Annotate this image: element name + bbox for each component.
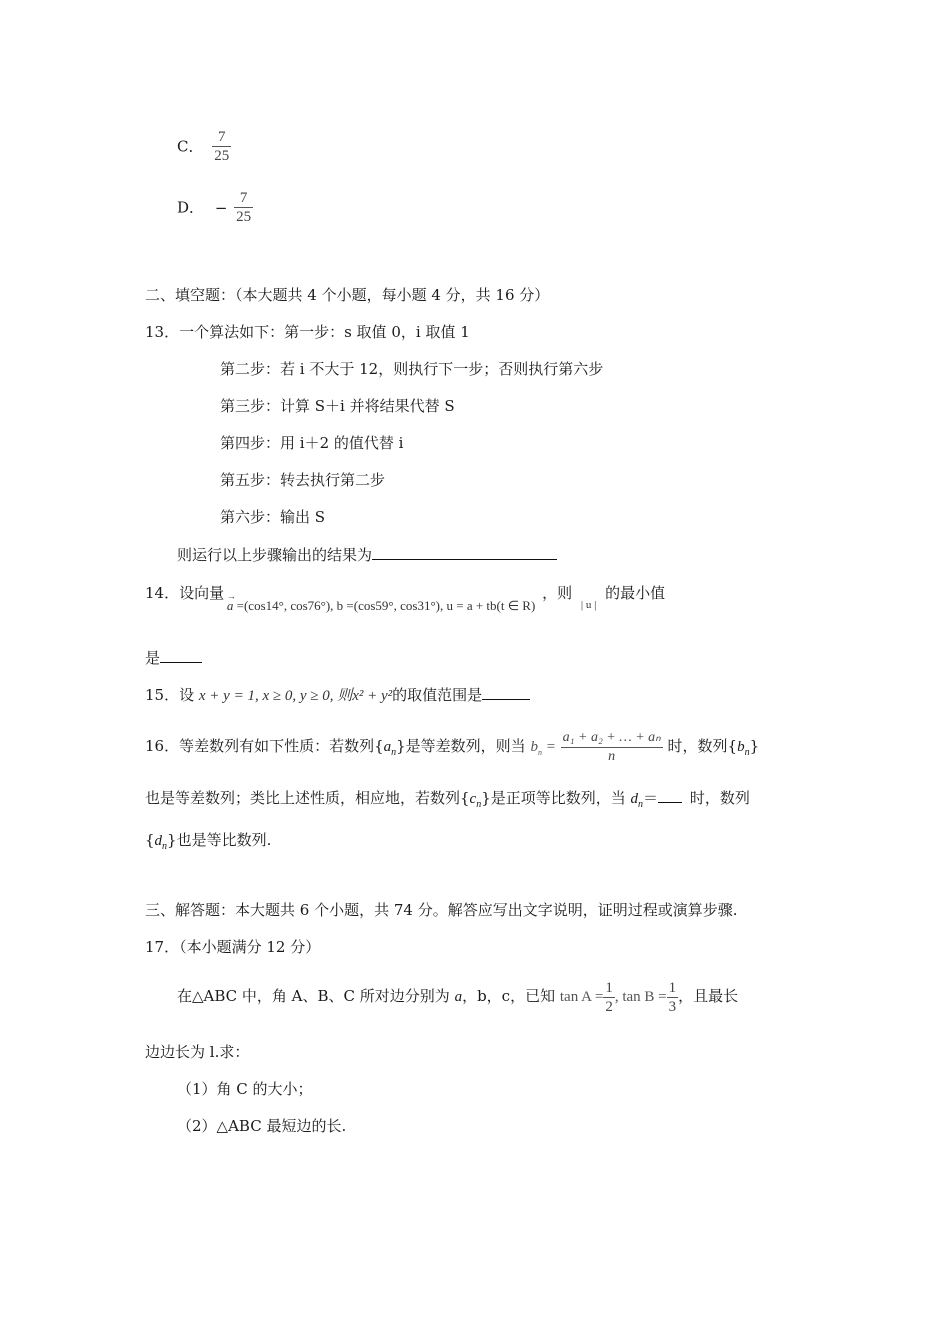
q17-frac-a-num: 1 xyxy=(605,979,613,996)
q16-second-line xyxy=(145,788,750,815)
q16-line2a: 也是等差数列；类比上述性质，相应地，若数列{ xyxy=(145,789,470,807)
choice-c-fraction xyxy=(212,128,231,165)
q17-sub1: （1）角 C 的大小； xyxy=(177,1080,313,1098)
q17-text1b: ，b，c，已知 xyxy=(462,987,556,1005)
q15-number: 15． xyxy=(145,686,180,704)
q16-mean-fraction xyxy=(561,729,663,766)
choice-d-label: D． xyxy=(177,198,205,217)
q14-abs-u: | u | xyxy=(580,599,597,611)
q16-cn: $c_n$ xyxy=(469,791,482,810)
q16-answer-blank[interactable] xyxy=(658,788,682,803)
section2-heading: 二、填空题：（本大题共 4 个小题，每小题 4 分，共 16 分） xyxy=(145,286,550,304)
q17-frac-a xyxy=(603,979,615,1016)
q16-line3: }也是等比数列. xyxy=(167,831,272,849)
q16-an: $a_n$ xyxy=(383,739,397,758)
q13-step-5: 第五步：转去执行第二步 xyxy=(220,471,386,489)
q15-formula: x + y = 1, x ≥ 0, y ≥ 0, 则x² + y² xyxy=(198,688,393,704)
q17-frac-b-den: 3 xyxy=(668,998,677,1015)
q17-frac-b-num: 1 xyxy=(668,979,677,996)
q15-line xyxy=(145,685,530,706)
q17-a: a xyxy=(454,989,463,1005)
choice-d-denominator: 25 xyxy=(236,209,252,225)
q15-tail: 的取值范围是 xyxy=(392,686,483,704)
q17-text1c: ，且最长 xyxy=(678,987,739,1005)
q14-formula-text: =(cos14°, cos76°), b =(cos59°, cos31°), u = a + tb(t ∈ R) xyxy=(236,598,536,613)
q16-line2b: }是正项等比数列，当 xyxy=(481,789,626,807)
q14-answer-blank[interactable] xyxy=(160,648,202,663)
q16-p1b: }是等差数列，则当 xyxy=(396,737,526,755)
choice-d-fraction xyxy=(234,189,253,226)
q17-score: （本小题满分 12 分） xyxy=(179,938,321,956)
q14-line2: 是 xyxy=(145,649,161,667)
q13-ask-line xyxy=(177,545,557,565)
q14-lead: 设向量 xyxy=(179,584,225,602)
q16-frac-denominator: n xyxy=(561,747,663,766)
q13-number: 13． xyxy=(145,323,180,341)
q17-number: 17． xyxy=(145,938,180,956)
q16-dn-seq: $d_n$ xyxy=(154,833,168,852)
q13-step-3: 第三步：计算 S＋i 并将结果代替 S xyxy=(220,397,455,415)
q17-frac-a-den: 2 xyxy=(605,998,613,1015)
q16-p1: 等差数列有如下性质：若数列{ xyxy=(179,737,384,755)
choice-d xyxy=(177,189,253,233)
q13-step-4: 第四步：用 i＋2 的值代替 i xyxy=(220,434,404,452)
q13-ask: 则运行以上步骤输出的结果为 xyxy=(177,546,373,564)
choice-c-label: C． xyxy=(177,137,204,156)
q16-bn: $b_n$ = xyxy=(530,739,556,757)
choice-d-sign: − xyxy=(214,198,228,217)
q14-number: 14． xyxy=(145,584,180,602)
choice-c-numerator: 7 xyxy=(218,129,226,145)
choice-c xyxy=(177,128,231,172)
q14-mid: ，则 xyxy=(542,584,573,602)
q17-sub2: （2）△ABC 最短边的长. xyxy=(177,1117,347,1135)
q16-dn: $d_n$ xyxy=(630,791,644,810)
q15-lead: 设 xyxy=(179,686,195,704)
q13-intro: 一个算法如下：第一步：s 取值 0，i 取值 1 xyxy=(179,323,470,341)
choice-c-denominator: 25 xyxy=(214,148,230,164)
q16-number: 16． xyxy=(145,737,180,755)
q16-bn-seq: $b_n$ xyxy=(737,739,750,758)
q14-vector-formula: → a =(cos14°, cos76°), b =(cos59°, cos31°), u = a + tb(t ∈ R) xyxy=(227,598,535,613)
q13-first-line xyxy=(145,322,470,342)
q13-step-2: 第二步：若 i 不大于 12，则执行下一步；否则执行第六步 xyxy=(220,360,604,378)
q16-p1c: 时，数列{ xyxy=(667,737,738,755)
q15-answer-blank[interactable] xyxy=(482,685,530,700)
q14-second-line xyxy=(145,648,202,668)
q13-step-6: 第六步：输出 S xyxy=(220,508,326,526)
q16-brace: { xyxy=(145,831,155,849)
q17-tan-b: , tan B = xyxy=(614,989,667,1005)
q14-tail: 的最小值 xyxy=(605,584,666,602)
q16-first-line xyxy=(145,724,759,768)
choice-d-numerator: 7 xyxy=(239,190,248,206)
q16-line2d: 时，数列 xyxy=(689,789,750,807)
q16-third-line xyxy=(145,830,271,857)
q13-answer-blank[interactable] xyxy=(372,545,557,560)
q17-tan-a: tan A = xyxy=(559,989,604,1005)
q16-line2c: ＝ xyxy=(643,789,659,807)
q17-first-line xyxy=(177,974,738,1018)
q17-header xyxy=(145,937,320,957)
q17-text1: 在△ABC 中，角 A、B、C 所对边分别为 xyxy=(177,987,450,1005)
section3-heading: 三、解答题：本大题共 6 个小题，共 74 分。解答应写出文字说明，证明过程或演算步骤. xyxy=(145,901,738,919)
q17-frac-b xyxy=(667,979,679,1016)
q16-p1d: } xyxy=(749,737,760,755)
q14-first-line xyxy=(145,583,665,613)
q17-second-line: 边边长为 l.求： xyxy=(145,1043,250,1061)
q16-frac-numerator: a₁ + a₂ + … + aₙ xyxy=(562,729,661,745)
